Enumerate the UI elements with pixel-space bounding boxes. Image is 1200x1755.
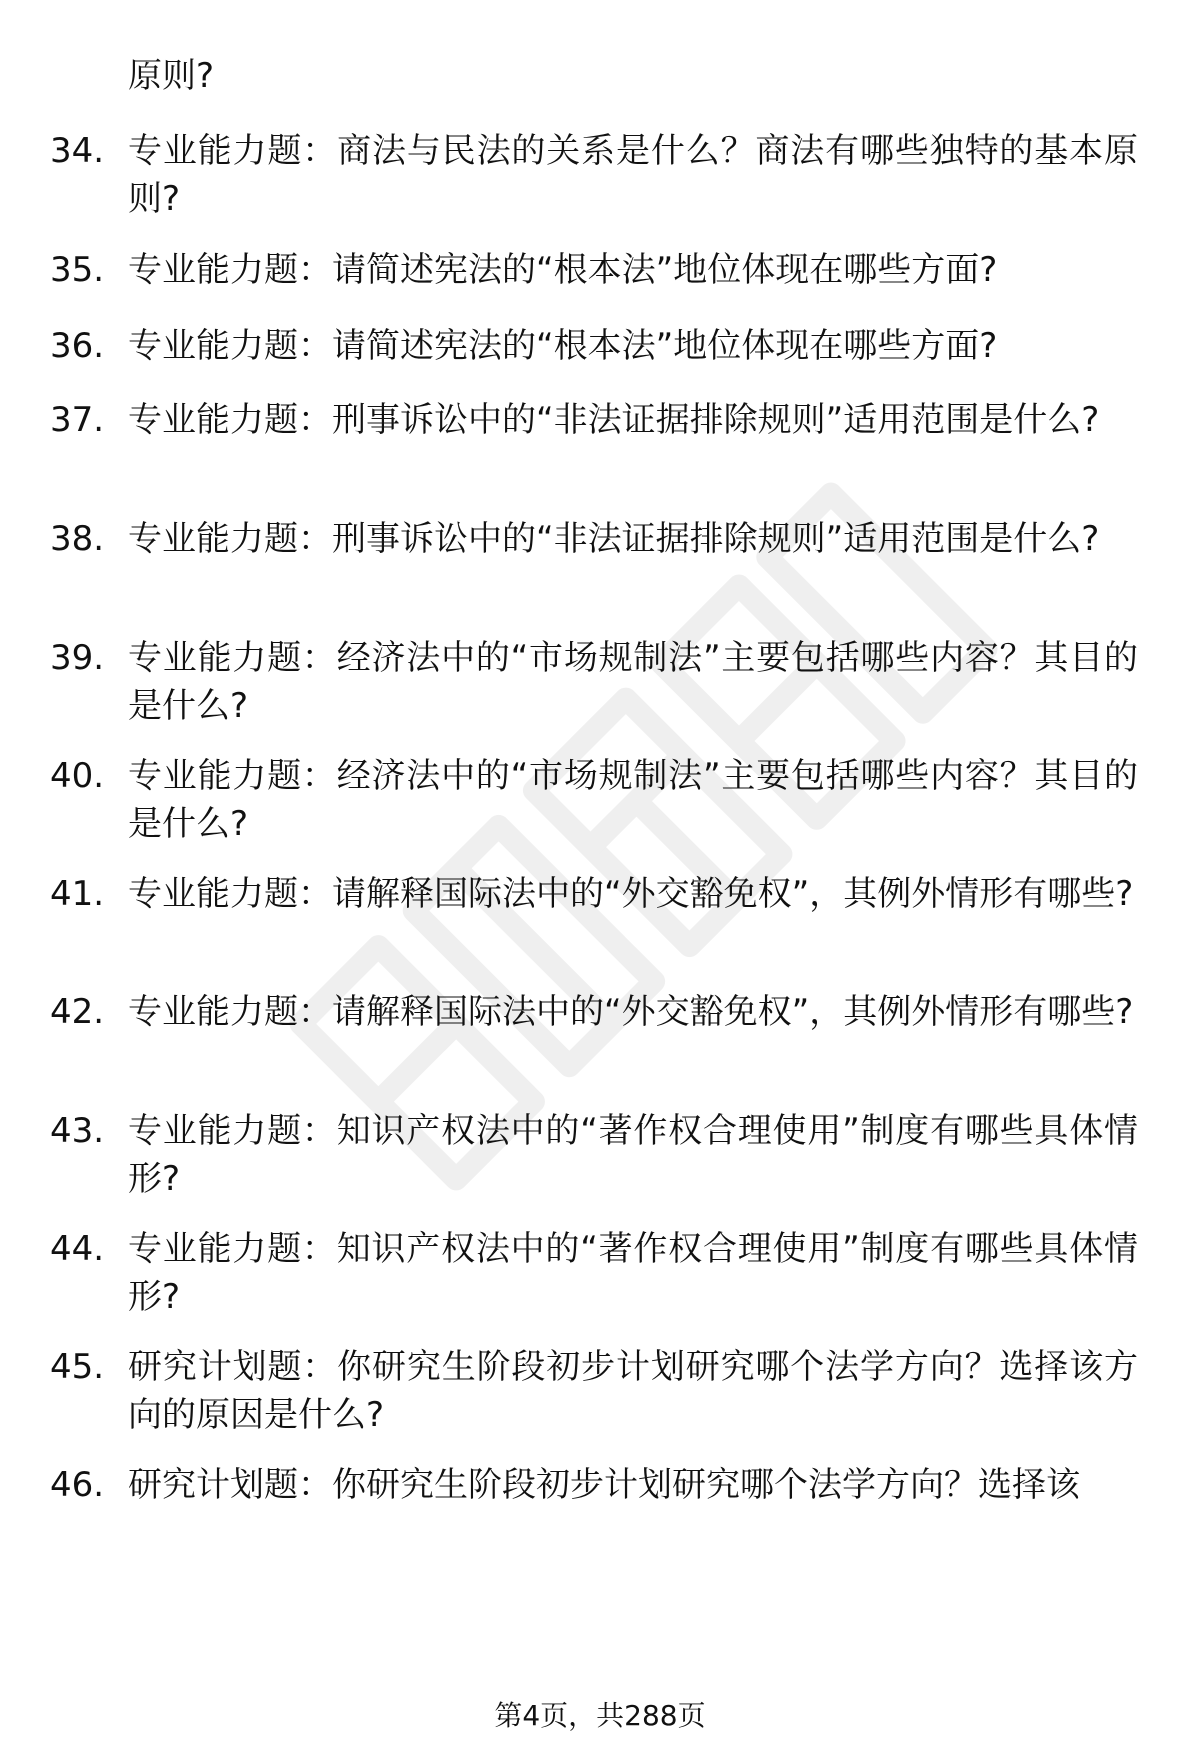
question-text: 专业能力题：商法与民法的关系是什么？商法有哪些独特的基本原则? (128, 131, 1138, 219)
question-text: 专业能力题：请简述宪法的“根本法”地位体现在哪些方面? (128, 326, 998, 366)
question-text: 专业能力题：知识产权法中的“著作权合理使用”制度有哪些具体情形? (128, 1111, 1138, 1199)
question-number: 44. (50, 1229, 105, 1269)
question-number: 38. (50, 519, 105, 559)
question-number: 35. (50, 250, 105, 290)
question-number: 43. (50, 1111, 105, 1151)
question-number: 46. (50, 1465, 105, 1505)
page-number-footer: 第4页，共288页 (494, 1699, 706, 1732)
question-text: 原则? (128, 56, 215, 96)
question-text: 研究计划题：你研究生阶段初步计划研究哪个法学方向？选择该 (128, 1465, 1080, 1505)
question-text: 专业能力题：请简述宪法的“根本法”地位体现在哪些方面? (128, 250, 998, 290)
question-number: 34. (50, 131, 105, 171)
question-text: 专业能力题：请解释国际法中的“外交豁免权”，其例外情形有哪些? (128, 874, 1134, 914)
question-text: 专业能力题：请解释国际法中的“外交豁免权”，其例外情形有哪些? (128, 992, 1134, 1032)
question-text: 专业能力题：知识产权法中的“著作权合理使用”制度有哪些具体情形? (128, 1229, 1138, 1317)
question-text: 研究计划题：你研究生阶段初步计划研究哪个法学方向？选择该方向的原因是什么? (128, 1347, 1138, 1435)
question-number: 37. (50, 400, 105, 440)
question-text: 专业能力题：刑事诉讼中的“非法证据排除规则”适用范围是什么? (128, 519, 1100, 559)
question-number: 42. (50, 992, 105, 1032)
question-text: 专业能力题：经济法中的“市场规制法”主要包括哪些内容？其目的是什么? (128, 638, 1138, 726)
question-number: 36. (50, 326, 105, 366)
question-text: 专业能力题：刑事诉讼中的“非法证据排除规则”适用范围是什么? (128, 400, 1100, 440)
question-text: 专业能力题：经济法中的“市场规制法”主要包括哪些内容？其目的是什么? (128, 756, 1138, 844)
question-number: 40. (50, 756, 105, 796)
question-number: 41. (50, 874, 105, 914)
question-number: 39. (50, 638, 105, 678)
question-number: 45. (50, 1347, 105, 1387)
